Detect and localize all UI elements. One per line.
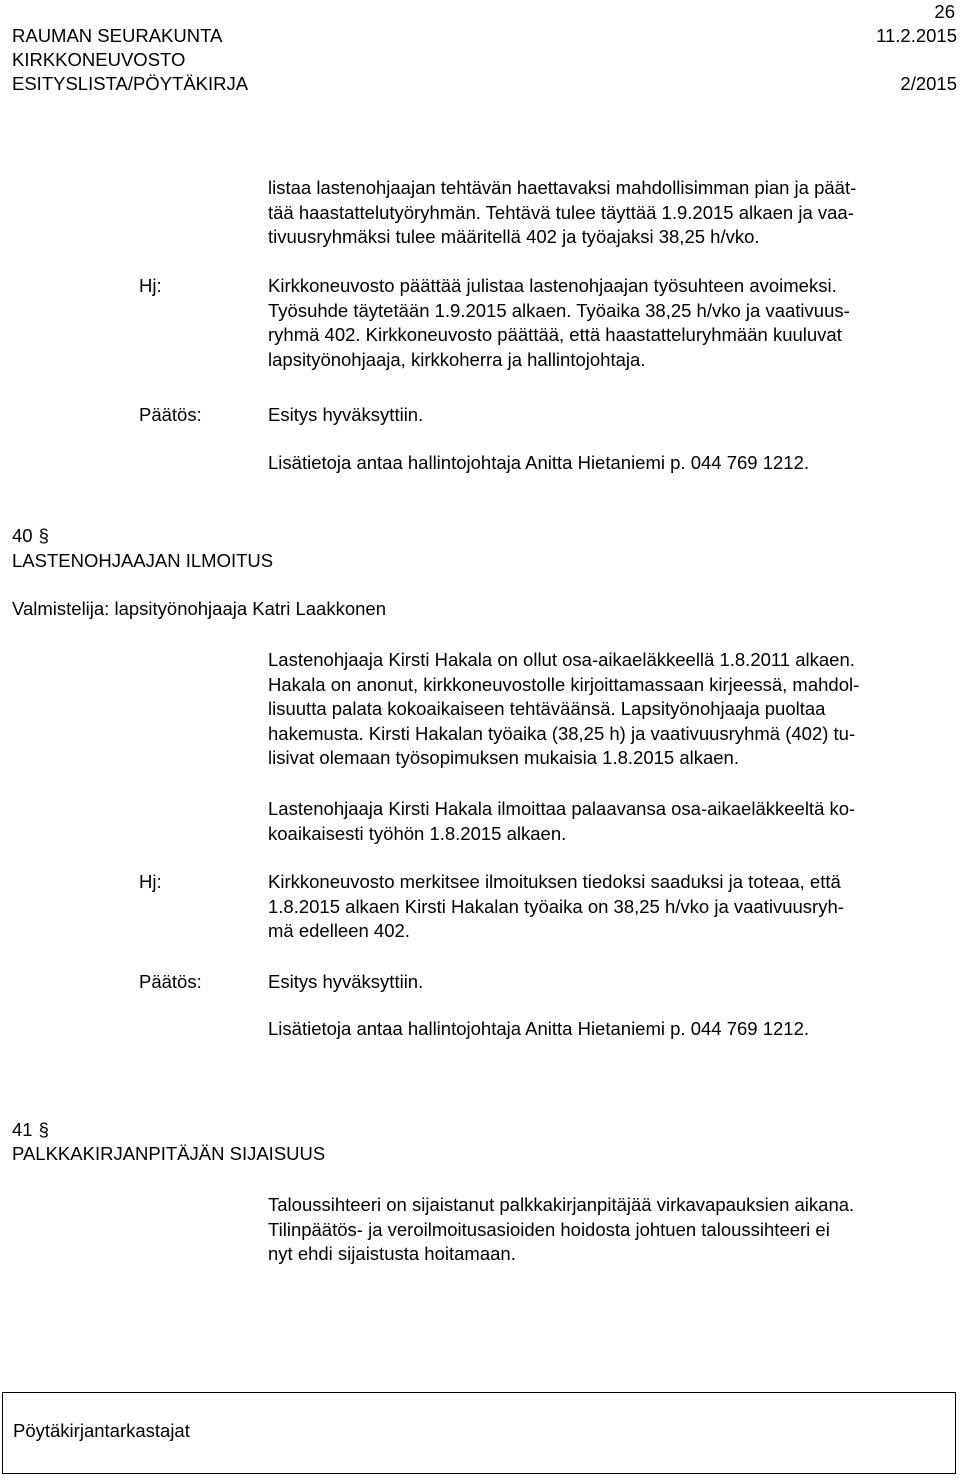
- hj-label: Hj:: [139, 871, 162, 892]
- footer-label: Pöytäkirjantarkastajat: [13, 1420, 190, 1441]
- footer-signature-box: [2, 1392, 956, 1474]
- text-line: Lastenohjaaja Kirsti Hakala on ollut osa-aikaeläkkeellä 1.8.2011 alkaen.: [268, 649, 855, 670]
- text-line: lisivat olemaan työsopimuksen mukaisia 1.8.2015 alkaen.: [268, 747, 739, 768]
- text-line: 1.8.2015 alkaen Kirsti Hakalan työaika on 38,25 h/vko ja vaativuusryh-: [268, 895, 844, 917]
- header-doc-type: ESITYSLISTA/PÖYTÄKIRJA: [12, 73, 249, 94]
- text-line: Kirkkoneuvosto merkitsee ilmoituksen tiedoksi saaduksi ja toteaa, että: [268, 871, 841, 892]
- section-41-title: PALKKAKIRJANPITÄJÄN SIJAISUUS: [12, 1143, 326, 1164]
- decision-label: Päätös:: [139, 404, 202, 425]
- section-number: 40: [12, 525, 33, 546]
- text-line: ryhmä 402. Kirkkoneuvosto päättää, että haastatteluryhmään kuuluvat: [268, 324, 842, 345]
- section-40-title: LASTENOHJAAJAN ILMOITUS: [12, 550, 274, 571]
- text-line: lapsityönohjaaja, kirkkoherra ja hallintojohtaja.: [268, 348, 646, 370]
- text-line: Taloussihteeri on sijaistanut palkkakirjanpitäjää virkavapauksien aikana.: [268, 1194, 855, 1215]
- section-40-info-text: Lisätietoja antaa hallintojohtaja Anitta Hietaniemi p. 044 769 1212.: [268, 1018, 809, 1039]
- text-line: Lastenohjaaja Kirsti Hakala ilmoittaa palaavansa osa-aikaeläkkeeltä ko-: [268, 798, 856, 819]
- hj-label: Hj:: [139, 275, 162, 296]
- header-body: KIRKKONEUVOSTO: [12, 49, 186, 70]
- text-line: tää haastattelutyöryhmän. Tehtävä tulee täyttää 1.9.2015 alkaen ja vaa-: [268, 201, 854, 223]
- section-40-decision-text: Esitys hyväksyttiin.: [268, 971, 424, 992]
- text-line: koaikaisesti työhön 1.8.2015 alkaen.: [268, 822, 567, 844]
- section-41-paragraph: [268, 1193, 958, 1267]
- section-40-preparer: Valmistelija: lapsityönohjaaja Katri Laakkonen: [12, 598, 386, 619]
- text-line: mä edelleen 402.: [268, 920, 410, 941]
- hj-proposal: [268, 274, 958, 372]
- intro-paragraph: [268, 176, 958, 250]
- decision-label: Päätös:: [139, 971, 202, 992]
- text-line: Hakala on anonut, kirkkoneuvostolle kirjoittamassaan kirjeessä, mahdol-: [268, 673, 860, 695]
- section-41-number: [12, 1118, 49, 1143]
- section-40-hj-proposal: [268, 870, 958, 944]
- decision-text: Esitys hyväksyttiin.: [268, 404, 424, 425]
- section-symbol: §: [38, 525, 49, 546]
- info-text: Lisätietoja antaa hallintojohtaja Anitta Hietaniemi p. 044 769 1212.: [268, 452, 809, 473]
- section-40-paragraph-1: [268, 648, 958, 771]
- text-line: nyt ehdi sijaistusta hoitamaan.: [268, 1243, 516, 1264]
- section-number: 41: [12, 1119, 33, 1140]
- text-line: Työsuhde täytetään 1.9.2015 alkaen. Työaika 38,25 h/vko ja vaativuus-: [268, 299, 850, 321]
- text-line: tivuusryhmäksi tulee määritellä 402 ja työajaksi 38,25 h/vko.: [268, 226, 760, 247]
- text-line: hakemusta. Kirsti Hakalan työaika (38,25 h) ja vaativuusryhmä (402) tu-: [268, 722, 856, 744]
- header-date: 11.2.2015: [876, 25, 957, 46]
- section-symbol: §: [38, 1119, 49, 1140]
- text-line: listaa lastenohjaajan tehtävän haettavaksi mahdollisimman pian ja päät-: [268, 177, 857, 198]
- header-issue-number: 2/2015: [900, 73, 957, 94]
- section-40-paragraph-2: [268, 797, 958, 846]
- text-line: lisuutta palata kokoaikaiseen tehtäväänsä. Lapsityönohjaaja puoltaa: [268, 698, 826, 719]
- text-line: Tilinpäätös- ja veroilmoitusasioiden hoidosta johtuen taloussihteeri ei: [268, 1218, 830, 1240]
- header-org: RAUMAN SEURAKUNTA: [12, 25, 223, 46]
- page-number: 26: [934, 1, 955, 22]
- text-line: Kirkkoneuvosto päättää julistaa lastenohjaajan työsuhteen avoimeksi.: [268, 275, 837, 296]
- section-40-number: [12, 524, 49, 549]
